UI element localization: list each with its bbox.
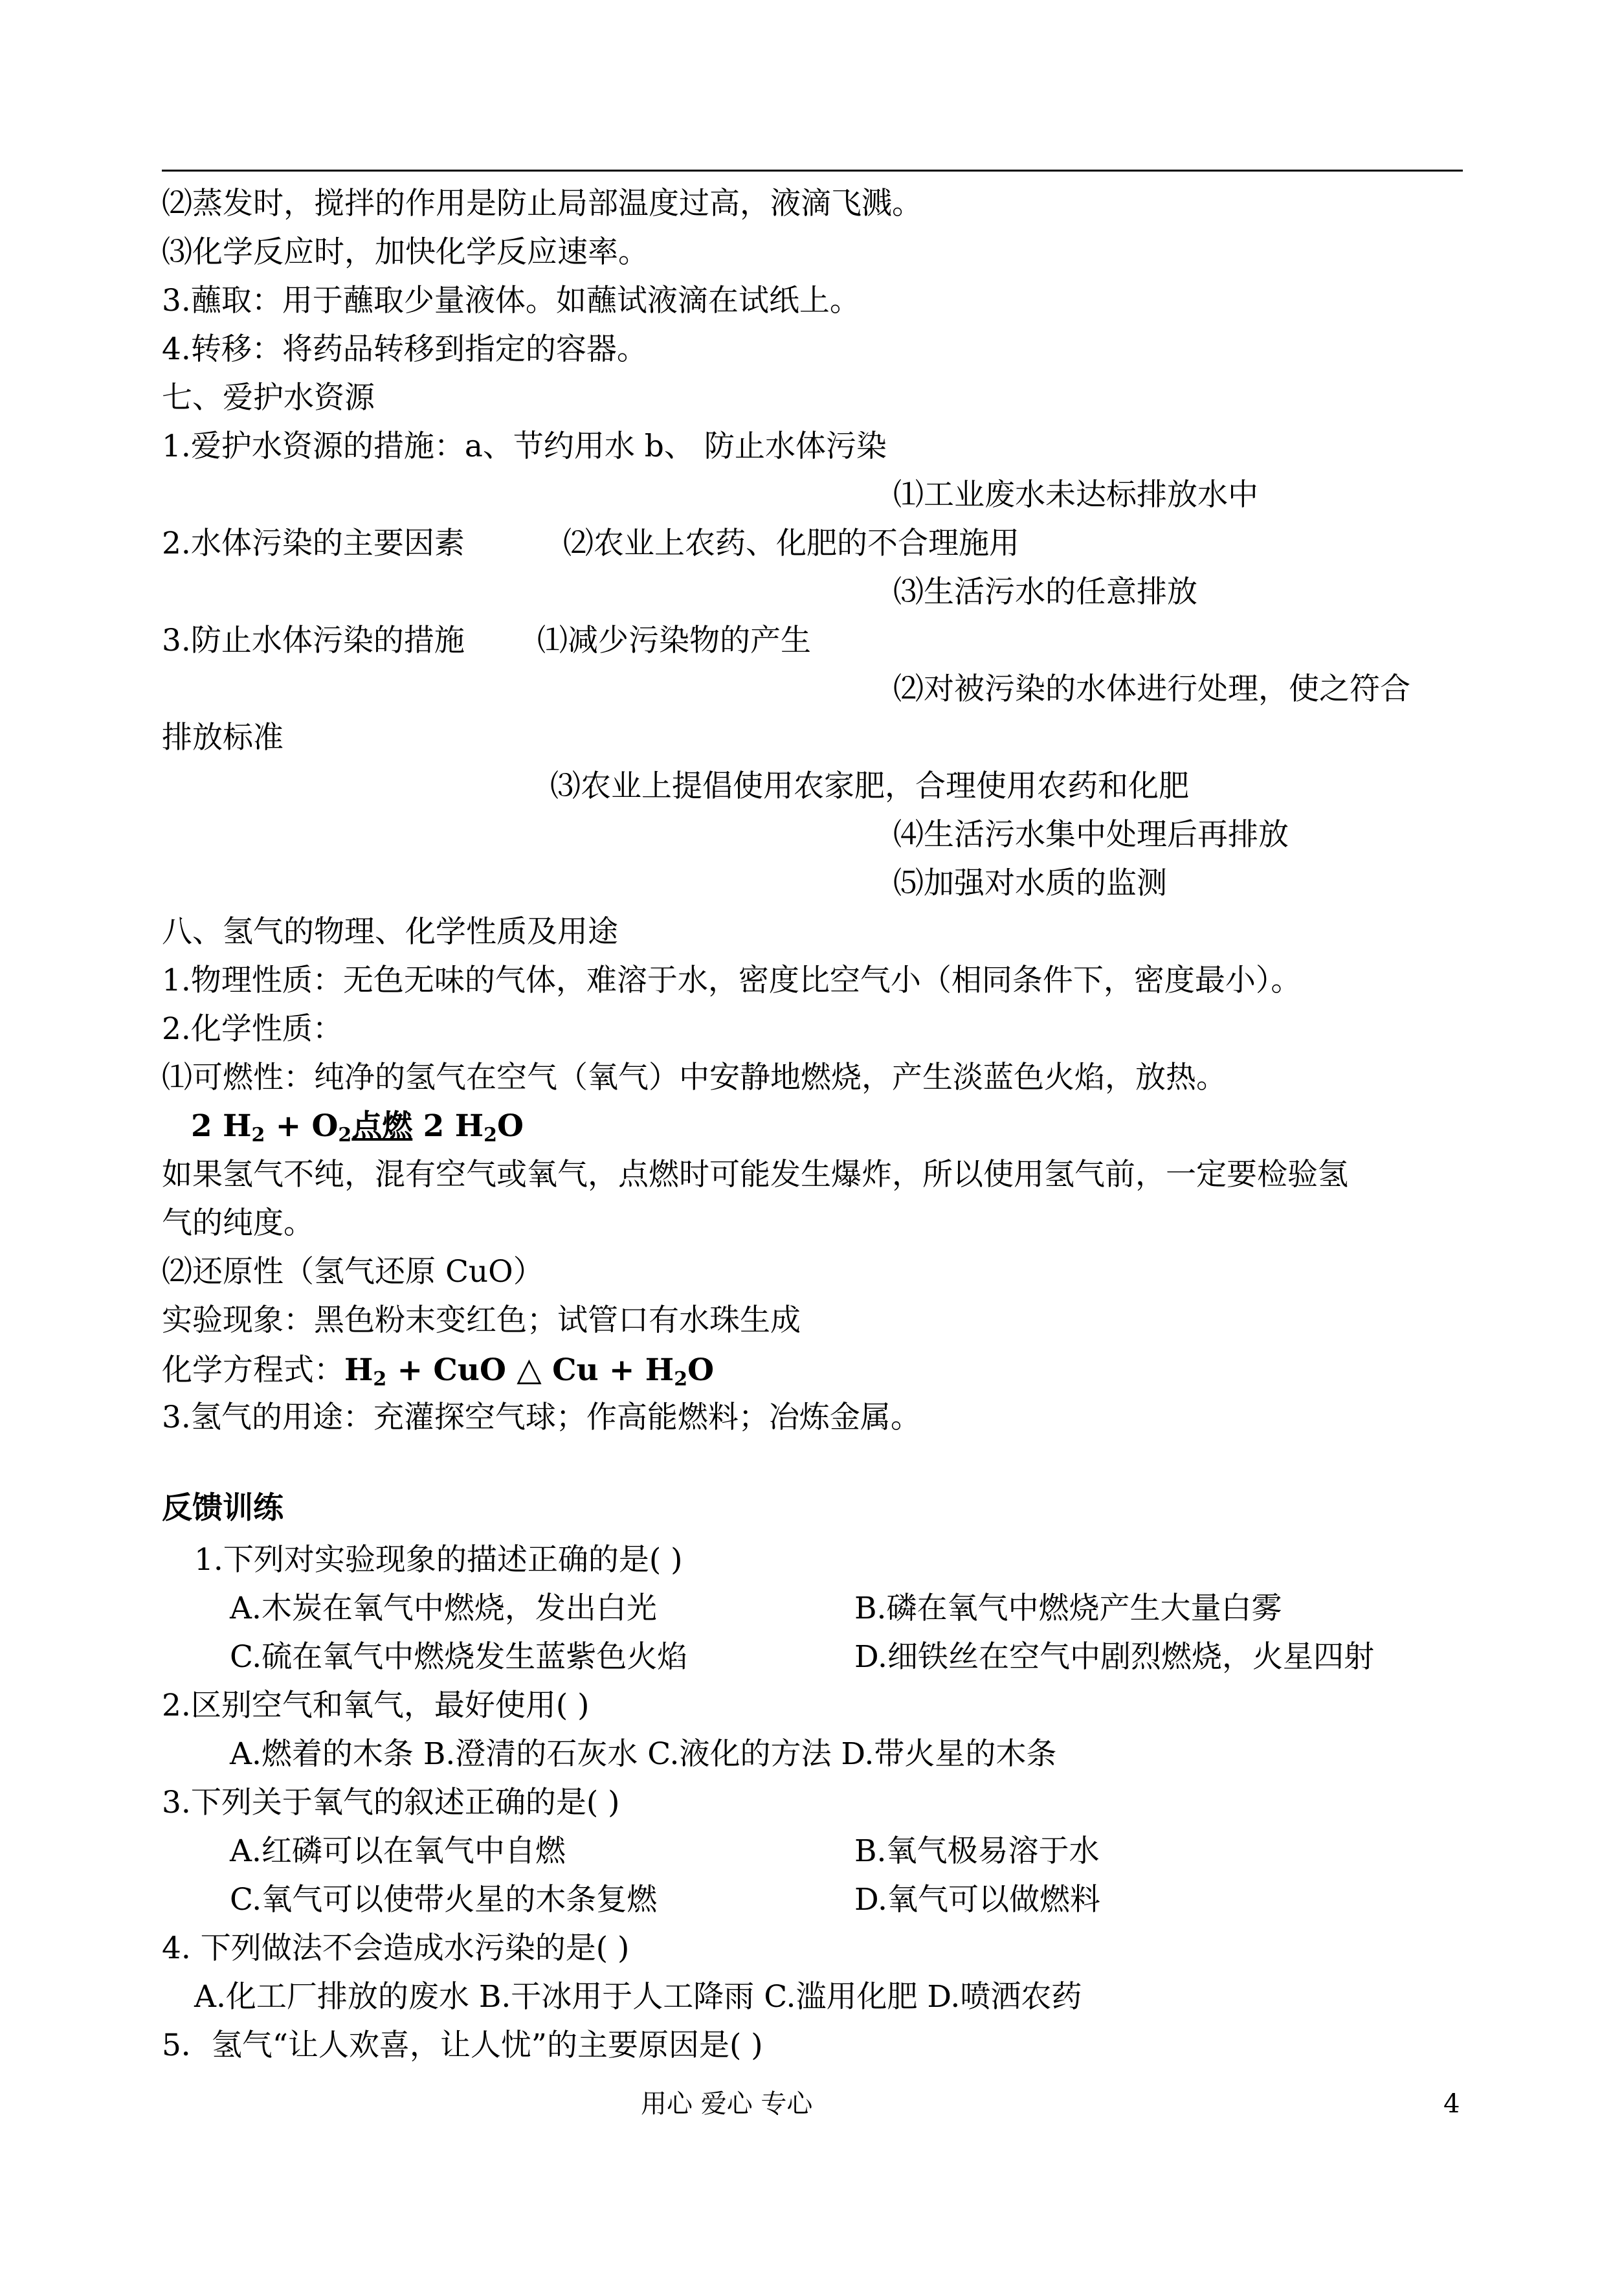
equation-part: Cu + H bbox=[541, 1352, 674, 1388]
text-line: ⑶农业上提倡使用农家肥，合理使用农药和化肥 bbox=[550, 768, 1189, 804]
header-rule bbox=[162, 170, 1463, 172]
question-option: A.燃着的木条 B.澄清的石灰水 C.液化的方法 D.带火星的木条 bbox=[230, 1736, 1057, 1772]
text-line: 2.水体污染的主要因素 bbox=[162, 526, 465, 561]
equation-part: 2 H bbox=[412, 1108, 484, 1144]
text-line: 1.爱护水资源的措施：a、节约用水 b、 防止水体污染 bbox=[162, 429, 887, 464]
question-option: A.木炭在氧气中燃烧，发出白光 bbox=[230, 1591, 657, 1626]
section-heading: 反馈训练 bbox=[162, 1490, 284, 1526]
question-option: B.磷在氧气中燃烧产生大量白雾 bbox=[854, 1591, 1282, 1626]
equation-condition: 点燃 bbox=[351, 1108, 413, 1144]
question: 1.下列对实验现象的描述正确的是( ) bbox=[194, 1542, 683, 1578]
text-line: ⑶生活污水的任意排放 bbox=[893, 574, 1197, 610]
equation-part: H bbox=[344, 1352, 373, 1388]
question-option: A.红磷可以在氧气中自燃 bbox=[230, 1833, 566, 1869]
section-heading: 八、氢气的物理、化学性质及用途 bbox=[162, 914, 618, 950]
text-line: 气的纯度。 bbox=[162, 1205, 314, 1241]
text-line: ⑷生活污水集中处理后再排放 bbox=[893, 817, 1289, 853]
question: 5．氢气“让人欢喜，让人忧”的主要原因是( ) bbox=[162, 2028, 763, 2063]
question: 3.下列关于氧气的叙述正确的是( ) bbox=[162, 1785, 620, 1820]
heat-triangle-icon: △ bbox=[517, 1350, 542, 1388]
equation-subscript: 2 bbox=[674, 1368, 688, 1391]
text-line: 4.转移：将药品转移到指定的容器。 bbox=[162, 331, 647, 367]
text-line: ⑶化学反应时，加快化学反应速率。 bbox=[162, 234, 649, 270]
text-line: ⑵农业上农药、化肥的不合理施用 bbox=[563, 526, 1019, 561]
section-heading: 七、爱护水资源 bbox=[162, 380, 375, 416]
equation-subscript: 2 bbox=[251, 1124, 265, 1146]
question-option: A.化工厂排放的废水 B.干冰用于人工降雨 C.滥用化肥 D.喷洒农药 bbox=[194, 1979, 1082, 2015]
text-line: 3.氢气的用途：充灌探空气球；作高能燃料；冶炼金属。 bbox=[162, 1400, 921, 1435]
equation-subscript: 2 bbox=[373, 1368, 387, 1391]
text-line: 如果氢气不纯，混有空气或氧气，点燃时可能发生爆炸，所以使用氢气前，一定要检验氢 bbox=[162, 1157, 1348, 1192]
text-line: ⑵对被污染的水体进行处理，使之符合 bbox=[893, 671, 1410, 707]
equation-reduction bbox=[162, 1350, 714, 1399]
text-line: 3.防止水体污染的措施 bbox=[162, 623, 465, 658]
question-option: C.硫在氧气中燃烧发生蓝紫色火焰 bbox=[230, 1639, 688, 1675]
equation-part: + O bbox=[265, 1108, 339, 1144]
text-line: ⑴可燃性：纯净的氢气在空气（氧气）中安静地燃烧，产生淡蓝色火焰，放热。 bbox=[162, 1060, 1227, 1095]
question-option: D.细铁丝在空气中剧烈燃烧，火星四射 bbox=[854, 1639, 1374, 1675]
question-option: D.氧气可以做燃料 bbox=[854, 1882, 1100, 1918]
text-line: ⑴工业废水未达标排放水中 bbox=[893, 477, 1258, 513]
page-number: 4 bbox=[1443, 2089, 1460, 2119]
equation-part: 2 H bbox=[191, 1108, 252, 1144]
text-line: 2.化学性质： bbox=[162, 1011, 343, 1047]
question: 4. 下列做法不会造成水污染的是( ) bbox=[162, 1930, 630, 1966]
question-option: B.氧气极易溶于水 bbox=[854, 1833, 1100, 1869]
equation-subscript: 2 bbox=[338, 1124, 352, 1146]
text-line: ⑵还原性（氢气还原 CuO） bbox=[162, 1254, 544, 1290]
text-line: ⑵蒸发时，搅拌的作用是防止局部温度过高，液滴飞溅。 bbox=[162, 186, 922, 221]
equation-subscript: 2 bbox=[484, 1124, 498, 1146]
question-option: C.氧气可以使带火星的木条复燃 bbox=[230, 1882, 658, 1918]
question: 2.区别空气和氧气，最好使用( ) bbox=[162, 1688, 590, 1723]
footer-motto: 用心 爱心 专心 bbox=[641, 2089, 813, 2119]
equation-part: O bbox=[497, 1108, 524, 1144]
text-line: 排放标准 bbox=[162, 720, 284, 755]
equation-part: O bbox=[687, 1352, 715, 1388]
text-line: ⑴减少污染物的产生 bbox=[537, 623, 811, 658]
equation-combustion bbox=[191, 1107, 524, 1155]
text-line: ⑸加强对水质的监测 bbox=[893, 866, 1167, 901]
text-line: 1.物理性质：无色无味的气体，难溶于水，密度比空气小（相同条件下，密度最小）。 bbox=[162, 963, 1302, 998]
equation-label: 化学方程式： bbox=[162, 1352, 344, 1388]
text-line: 实验现象：黑色粉末变红色；试管口有水珠生成 bbox=[162, 1303, 801, 1338]
equation-part: + CuO bbox=[386, 1352, 517, 1388]
text-line: 3.蘸取：用于蘸取少量液体。如蘸试液滴在试纸上。 bbox=[162, 283, 860, 319]
